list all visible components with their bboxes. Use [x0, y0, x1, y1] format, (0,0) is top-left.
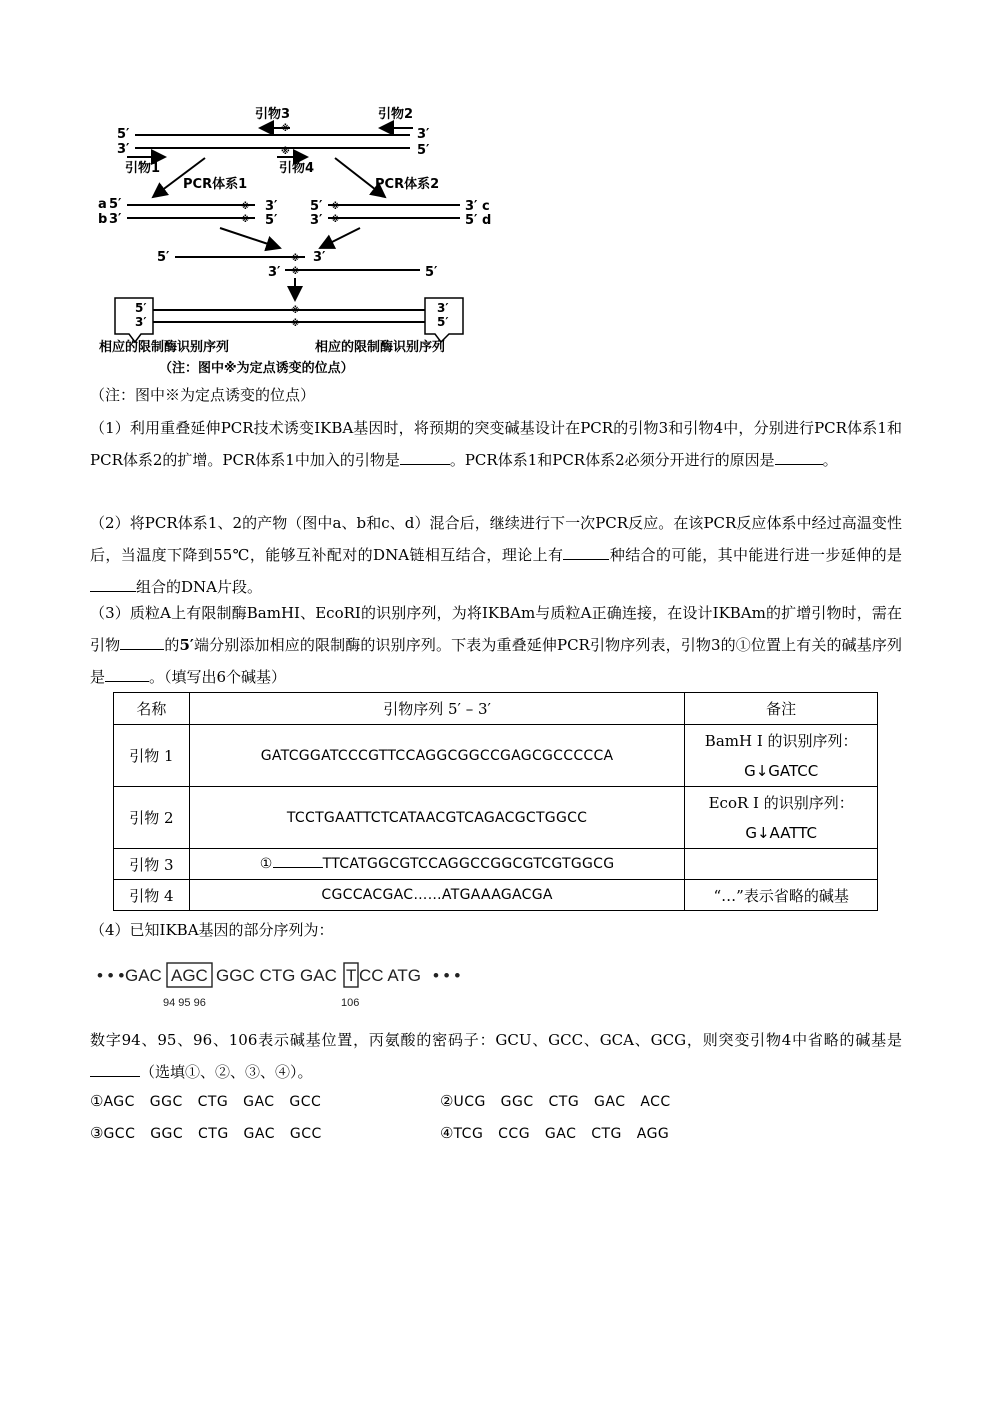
diagram-label: d — [482, 213, 492, 228]
option-2[interactable]: ②UCG GGC CTG GAC ACC — [440, 1092, 671, 1110]
diagram-label: 5′ — [265, 213, 278, 228]
diagram-label: 3′ — [313, 250, 326, 265]
diagram-label: 3′ — [109, 212, 122, 227]
table-row — [114, 725, 878, 787]
diagram-label: 5′ — [465, 213, 478, 228]
diagram-label: ※ — [281, 147, 290, 157]
diagram-label: 3′ — [465, 199, 478, 214]
diagram-label: 5′ — [437, 315, 449, 329]
diagram-label: 3′ — [265, 199, 278, 214]
diagram-label: AGC — [171, 966, 208, 985]
question-4-intro: （4）已知IKBA基因的部分序列为： — [90, 921, 334, 939]
pcr2-label: PCR体系2 — [375, 177, 440, 192]
primer-table — [113, 692, 878, 911]
table-cell — [685, 849, 878, 880]
option-3[interactable]: ③GCC GGC CTG GAC GCC — [90, 1124, 322, 1142]
diagram-label: ※ — [291, 306, 300, 316]
diagram-label: 106 — [341, 997, 360, 1009]
table-cell: 引物 4 — [114, 880, 190, 911]
diagram-label: ※ — [331, 202, 340, 212]
question-1: （1）利用重叠延伸PCR技术诱变IKBA基因时，将预期的突变碱基设计在PCR的引物3和引物4中，分别进行PCR体系1和PCR体系2的扩增。PCR体系1中加入的引物是 。PCR体系1和PCR体系2必须分开进行的原因是 。 — [90, 419, 902, 469]
primer4-label: 引物4 — [279, 161, 315, 176]
diagram-label: ※ — [291, 254, 300, 264]
table-header: 名称 — [114, 693, 190, 725]
answer-blank[interactable] — [90, 590, 136, 592]
diagram-note: （注：图中※为定点诱变的位点） — [159, 361, 354, 376]
diagram-label: 94 95 96 — [163, 997, 206, 1009]
diagram-label: 5′ — [109, 197, 122, 212]
diagram-label: 3′ — [417, 127, 430, 142]
diagram-label: T — [346, 966, 357, 985]
diagram-label: c — [482, 199, 490, 214]
diagram-label: 5′ — [425, 265, 438, 280]
table-header-row — [114, 693, 878, 725]
diagram-label: • • • — [433, 966, 461, 985]
table-cell: CGCCACGAC……ATGAAAGACGA — [189, 880, 685, 911]
table-header: 引物序列 5′ – 3′ — [189, 693, 685, 725]
table-cell: 引物 2 — [114, 787, 190, 849]
diagram-label: a — [98, 197, 107, 212]
table-row — [114, 787, 878, 849]
diagram-shape — [220, 228, 280, 248]
diagram-shape — [320, 228, 360, 248]
option-4[interactable]: ④TCG CCG GAC CTG AGG — [440, 1124, 670, 1142]
table-cell: GATCGGATCCCGTTCCAGGCGGCCGAGCGCCCCCA — [189, 725, 685, 787]
table-cell: EcoR I 的识别序列： G↓AATTC — [685, 787, 878, 849]
diagram-label: b — [98, 212, 108, 227]
diagram-label: CC ATG — [359, 966, 422, 985]
diagram-label: 5′ — [310, 199, 323, 214]
diagram-label: ※ — [241, 202, 250, 212]
site-label-right: 相应的限制酶识别序列 — [315, 340, 446, 355]
table-cell: BamH I 的识别序列： G↓GATCC — [685, 725, 878, 787]
diagram-label: 3′ — [135, 315, 147, 329]
primer2-label: 引物2 — [378, 107, 414, 122]
answer-blank[interactable] — [120, 648, 164, 650]
diagram-label: ※ — [291, 319, 300, 329]
gene-sequence-figure — [95, 958, 475, 1018]
diagram-label: 3′ — [117, 142, 130, 157]
answer-blank[interactable] — [90, 1075, 140, 1077]
pcr-overlap-diagram — [95, 100, 505, 380]
left-site-box — [115, 298, 153, 342]
answer-blank[interactable] — [563, 558, 609, 560]
end-label: 5′ — [117, 127, 130, 142]
table-cell: 引物 3 — [114, 849, 190, 880]
answer-blank[interactable] — [400, 463, 450, 465]
diagram-label: 3′ — [310, 213, 323, 228]
diagram-label: ※ — [241, 215, 250, 225]
option-1[interactable]: ①AGC GGC CTG GAC GCC — [90, 1092, 322, 1110]
pcr1-label: PCR体系1 — [183, 177, 248, 192]
table-header: 备注 — [685, 693, 878, 725]
primer3-label: 引物3 — [255, 107, 291, 122]
table-cell: TCCTGAATTCTCATAACGTCAGACGCTGGCC — [189, 787, 685, 849]
table-row — [114, 849, 878, 880]
table-cell: “…”表示省略的碱基 — [685, 880, 878, 911]
question-4: 数字94、95、96、106表示碱基位置，丙氨酸的密码子：GCU、GCC、GCA、GCG，则突变引物4中省略的碱基是（选填①、②、③、④）。 — [90, 1031, 902, 1081]
question-2: （2）将PCR体系1、2的产物（图中a、b和c、d）混合后，继续进行下一次PCR反应。在该PCR反应体系中经过高温变性后，当温度下降到55℃，能够互补配对的DNA链相互结合，理论上有 种结合的可能，其中能进行进一步延伸的是组合的DNA片段。 — [90, 514, 902, 596]
diagram-label: ※ — [291, 267, 300, 277]
answer-blank[interactable] — [775, 463, 823, 465]
diagram-label: ※ — [331, 215, 340, 225]
answer-blank[interactable] — [105, 680, 149, 682]
table-cell: 引物 1 — [114, 725, 190, 787]
diagram-label: 3′ — [437, 301, 449, 315]
answer-blank[interactable] — [273, 866, 323, 868]
mutation-mark: ※ — [281, 124, 290, 134]
table-cell: ① TTCATGGCGTCCAGGCCGGCGTCGTGGCG — [189, 849, 685, 880]
site-label-left: 相应的限制酶识别序列 — [99, 340, 230, 355]
diagram-label: GGC CTG GAC — [216, 966, 337, 985]
diagram-label: GAC — [125, 966, 162, 985]
table-row — [114, 880, 878, 911]
diagram-label: 5′ — [135, 301, 147, 315]
diagram-label: • • • — [97, 966, 125, 985]
diagram-label: 5′ — [157, 250, 170, 265]
note-line: （注：图中※为定点诱变的位点） — [90, 386, 316, 404]
diagram-label: 5′ — [417, 143, 430, 158]
question-3: （3）质粒A上有限制酶BamHI、EcoRI的识别序列，为将IKBAm与质粒A正确连接，在设计IKBAm的扩增引物时，需在引物 的5′端分别添加相应的限制酶的识别序列。下表为重叠延伸PCR引物序列表，引物3的①位置上有关的碱基序列是 。（填写出6个碱基） — [90, 604, 902, 686]
diagram-label: 3′ — [268, 265, 281, 280]
primer1-label: 引物1 — [125, 161, 161, 176]
